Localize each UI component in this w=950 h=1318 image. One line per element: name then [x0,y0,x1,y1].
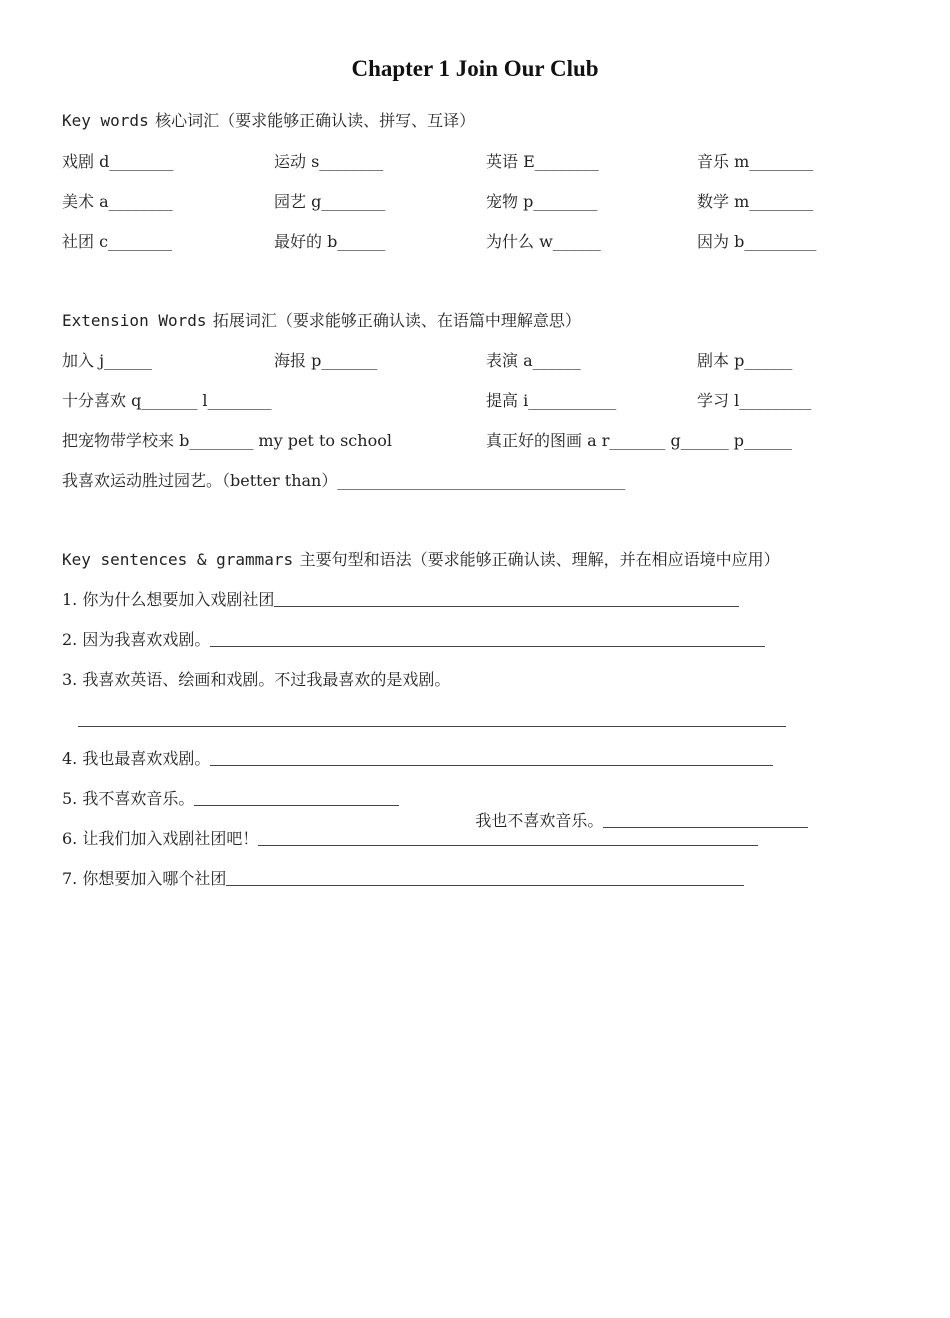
page-title: Chapter 1 Join Our Club [351,56,599,81]
key-word-gardening: 园艺 g________ [274,192,386,211]
extension-words-heading-zh: 拓展词汇（要求能够正确认读、在语篇中理解意思） [212,311,581,330]
ext-phrase-good-pictures: 真正好的图画 a r_______ g______ p______ [486,431,793,450]
key-words-heading-en: Key words [62,111,149,130]
key-word-because: 因为 b_________ [697,232,817,251]
key-word-english: 英语 E________ [486,152,599,171]
key-word-drama: 戏剧 d________ [62,152,174,171]
sentence-4-text: 4. 我也最喜欢戏剧。 [62,749,211,768]
sentence-7 [62,868,744,890]
key-word-best: 最好的 b______ [274,232,386,251]
key-word-club: 社团 c________ [62,232,173,251]
sentence-2 [62,629,765,651]
sentence-6-text: 6. 让我们加入戏剧社团吧！ [62,829,259,848]
ext-word-improve: 提高 i___________ [486,391,617,410]
extension-words-heading [62,310,581,332]
key-words-heading-zh: 核心词汇（要求能够正确认读、拼写、互译） [155,111,476,130]
sentence-4 [62,748,773,770]
answer-blank-3[interactable] [78,710,786,727]
key-sentences-heading-zh: 主要句型和语法（要求能够正确认读、理解，并在相应语境中应用） [299,550,780,569]
extension-words-heading-en: Extension Words [62,311,207,330]
answer-blank-1[interactable] [274,590,739,607]
sentence-6 [62,828,758,850]
sentence-3 [62,669,450,691]
sentence-1 [62,589,739,611]
ext-word-learn: 学习 l_________ [697,391,812,410]
sentence-5b-text: 我也不喜欢音乐。 [475,811,604,830]
key-word-pet: 宠物 p________ [486,192,598,211]
answer-blank-4[interactable] [210,749,773,766]
key-word-sports: 运动 s________ [274,152,384,171]
sentence-5a-text: 5. 我不喜欢音乐。 [62,789,195,808]
sentence-3-text: 3. 我喜欢英语、绘画和戏剧。不过我最喜欢的是戏剧。 [62,670,451,689]
ext-phrase-bring-pet: 把宠物带学校来 b________ my pet to school [62,431,392,450]
ext-word-quite-like: 十分喜欢 q_______ l________ [62,391,272,410]
answer-blank-6[interactable] [258,829,758,846]
answer-blank-7[interactable] [226,869,744,886]
key-sentences-heading-en: Key sentences & grammars [62,550,294,569]
key-word-music: 音乐 m________ [697,152,814,171]
sentence-2-text: 2. 因为我喜欢戏剧。 [62,630,211,649]
ext-word-act: 表演 a______ [486,351,581,370]
answer-blank-5a[interactable] [194,789,399,806]
key-sentences-heading [62,549,780,571]
key-word-maths: 数学 m________ [697,192,814,211]
ext-word-join: 加入 j______ [62,351,153,370]
key-word-why: 为什么 w______ [486,232,601,251]
ext-word-poster: 海报 p_______ [274,351,378,370]
answer-blank-5b[interactable] [603,811,808,828]
key-words-heading [62,110,475,132]
ext-sentence-better-than: 我喜欢运动胜过园艺。（better than）____________________________________ [62,471,626,490]
key-word-art: 美术 a________ [62,192,173,211]
sentence-5 [62,788,399,810]
ext-word-play: 剧本 p______ [697,351,793,370]
sentence-1-text: 1. 你为什么想要加入戏剧社团 [62,590,275,609]
sentence-7-text: 7. 你想要加入哪个社团 [62,869,227,888]
answer-blank-2[interactable] [210,630,765,647]
